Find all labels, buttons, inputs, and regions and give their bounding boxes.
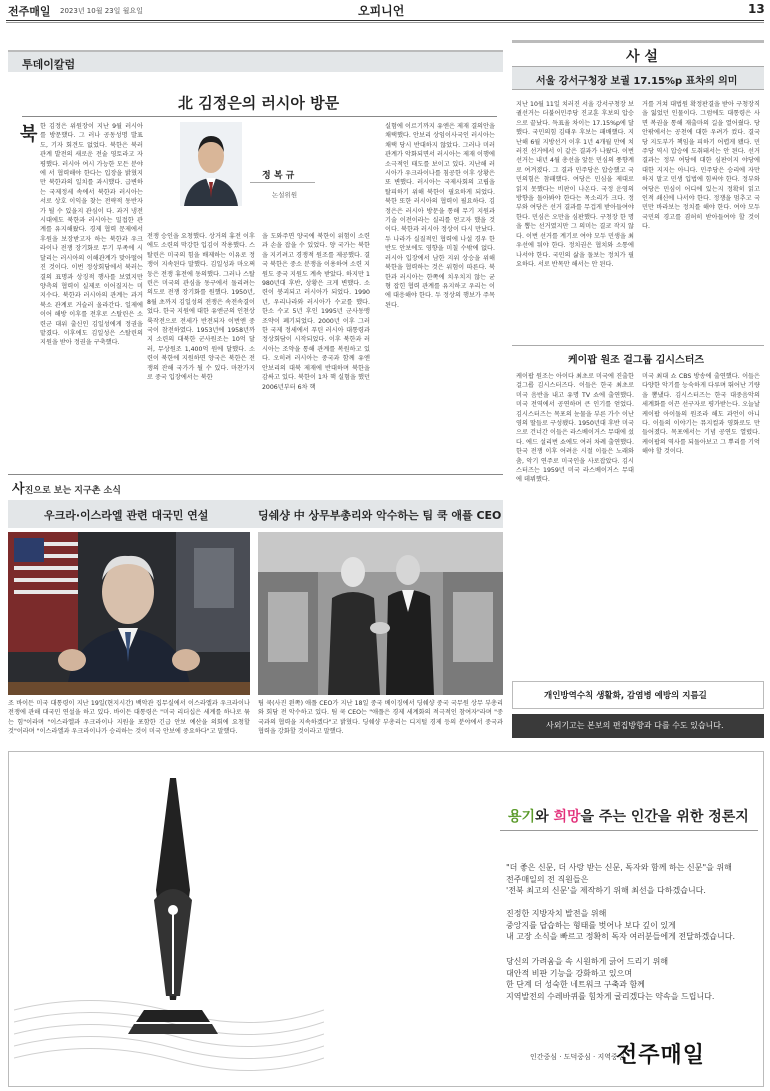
drop-cap: 북 xyxy=(20,124,38,145)
column-text-col4: 실험에 이르기까지 유엔은 제재 결의안을 채택했다. 안보리 상임이사국인 러시아는 채택 당시 반대하지 않았다. 그러나 미러 관계가 악화되면서 러시아는 제재 이행에 소극적인 태도를 보이고 있다. 지난해 러시아가 우크라이나를 침공한 이후 상황은 또 변했다. 러시아는 국제사회의 고립을 탈피하기 위해 북한이 필요하게 되었다. 북한 또한 러시아의 협력이 필요하다. 김정은은 러시아 방문을 통해 무기 지원과 기술 이전이라는 실리를 얻고자 했을 것이다. 북한과 러시아 정상이 다시 만났다. 두 나라가 실질적인 협력에 나설 경우 한반도 안보에도 영향을 미칠 수밖에 없다. 러시아 입장에서 남한 지위 상승을 위해 북한을 협력하는 것은 위험이 따른다. 북한과 러시아는 한쪽에 치우치지 않는 균형 잡힌 협력 관계를 유지하고 우리는 이에 대응해야 한다. 두 정상의 행보가 주목된다. xyxy=(385,123,495,309)
photo-right-title: 딩쉐샹 中 상무부총리와 악수하는 팀 쿡 애플 CEO xyxy=(258,509,502,522)
ad-paragraph-1 xyxy=(506,862,732,897)
column-label-bar xyxy=(8,52,503,72)
ad-para1-line3: '전북 최고의 신문'을 제작하기 위해 최선을 다하겠습니다. xyxy=(506,886,706,895)
photo-handshake xyxy=(258,532,503,695)
header-rule-thin xyxy=(6,22,764,23)
ad-slogan xyxy=(508,806,749,826)
ad-para3-line4: 지역발전의 수레바퀴를 힘차게 굴리겠다는 약속을 드립니다. xyxy=(506,991,715,1001)
editorial-1-col2: 거를 거쳐 대법원 확정판결을 받아 구청장직을 잃었던 인물이다. 그럼에도 대통령은 사면 복권을 통해 재출마의 길을 열어줬다. 당 안팎에서는 공천에 대한 우려가 컸다. 결국 당 지도부가 책임을 피하기 어렵게 됐다. 민주당 역시 압승에 도취돼서는 안 된다. 선거 결과는 정부 여당에 대한 심판이지 야당에 대한 지지는 아니다. 민주당은 승리에 자만하지 말고 민생 입법에 힘써야 한다. 정부와 여당은 민심이 어디에 있는지 정확히 읽고 인적 쇄신에 나서야 한다. 정쟁을 멈추고 국민만 바라보는 정치를 해야 한다. 여야 모두 국민의 경고를 겸허히 받아들여야 할 것이다. xyxy=(642,101,760,231)
editorial-1-col1: 지난 10월 11일 치러진 서울 강서구청장 보궐선거는 더불어민주당 진교훈 후보의 압승으로 끝났다. 득표율 차이는 17.15%p에 달했다. 국민의힘 김태우 후보는 패배했다. 지난해 6월 지방선거 이후 1년 4개월 만에 치러진 선거에서 이 같은 결과가 나왔다. 이번 선거는 내년 4월 총선을 앞둔 민심의 풍향계로 여겨졌다. 그 결과 민주당은 압승했고 국민의힘은 참패했다. 여당은 민심을 제대로 읽지 못했다는 비판이 나온다. 국정 운영의 방향을 돌아봐야 한다는 목소리가 크다. 정부와 여당은 선거 결과를 무겁게 받아들여야 한다. 민심은 오만을 심판했다. 구청장 한 명을 뽑는 선거였지만 그 의미는 결코 작지 않다. 이번 선거를 계기로 여야 모두 민생을 최우선에 둬야 한다. 정치권은 협치와 소통에 나서야 한다. 국민의 삶을 돌보는 정치가 필요하다. 서로 반목만 해서는 안 된다. xyxy=(516,101,634,268)
ad-paragraph-3 xyxy=(506,956,714,1002)
masthead-brand: 전주매일 xyxy=(8,5,51,18)
ad-para2-line1: 진정한 지방자치 발전을 위해 xyxy=(506,909,607,918)
photo-left-caption: 조 바이든 미국 대통령이 지난 19일(현지시간) 백악관 집무실에서 이스라엘과 우크라이나 전쟁에 관해 대국민 연설을 하고 있다. 바이든 대통령은 "미국 리더십은 세계를 하나로 묶는 힘"이라며 "이스라엘과 우크라이나 지원을 포함한 긴급 안보 예산을 의회에 요청할 것"이라며 "이스라엘과 우크라이나가 승리하는 것이 미국 안보에 중요하다"고 말했다. xyxy=(8,700,250,736)
disclaimer-text: 사외기고는 본보의 편집방향과 다를 수도 있습니다. xyxy=(546,721,724,730)
ad-para1-line2: 전주매일의 전 직원들은 xyxy=(506,874,589,884)
column-text-col1: 한 김정은 위원장이 지난 9월 러시아를 방문했다. 그 러나 공동성명 발표도, 기자 회견도 없었다. 북한은 북러 관계 발전의 새로운 전술 영토라고 자평했다. 러시아 여시 가능한 모든 분야에 서 협력해야 한다는 입장을 밝혔지만 북한과의 일치를 과시했다. 급변하는 국제정세 속에서 북한과 러시아는 서로 상호 이익을 찾는 전략적 동반자가 될 수 있을지 관심이 다. 과거 냉전시대에도 북한과 러시아는 밀접한 관계를 유지해왔다. 경제 협력 문제에서 후원을 보장받고자 하는 북한과 우크라이나 전쟁 장기화로 무기 부족에 시달리는 러시아의 이해관계가 맞아떨어진 것이다. 이번 정상회담에서 북러는 결의 표명과 상징적 행사를 보였지만 양측의 협력이 실제로 이어질지는 미지수다. 북한과 러시아의 관계는 과거 북소 관계로 거슬러 올라간다. 일제에 이어 해방 이후를 전후로 스탈린은 소련군 대위 출신인 김일성에게 정권을 맡겼다. 이후에도 김일성은 스탈린의 지원을 받아 정권을 구축했다. xyxy=(40,123,143,347)
campaign-text: 개인방역수칙 생활화, 감염병 예방의 지름길 xyxy=(544,691,707,701)
ad-para2-line3: 내 고장 소식을 빠르고 정확히 독자 여러분들에게 전달하겠습니다. xyxy=(506,932,735,941)
author-name-rule xyxy=(250,182,315,183)
ad-tagline: 인간중심 · 도덕중심 · 지역중심 xyxy=(530,1053,625,1061)
photo-right-caption: 팀 쿡(사진 왼쪽) 애플 CEO가 지난 18일 중국 베이징에서 딩쉐샹 중국 국무원 상무 부총리와 회담 전 악수하고 있다. 팀 쿡 CEO는 "애플은 경제 세계화의 적극적인 참여자"라며 "중국과의 협력을 지속하겠다"고 밝혔다. 딩쉐샹 부총리는 디지털 경제 등의 분야에서 중국과 협력을 강화할 것이라고 말했다. xyxy=(258,700,503,736)
author-photo xyxy=(180,122,242,206)
pen-nib-illustration xyxy=(14,760,324,1082)
photo-biden-speech xyxy=(8,532,250,695)
editorial-2-col1: 케이팝 원조는 아이다 최초로 미국에 진출한 걸그룹 김시스터즈다. 이들은 한국 최초로 미국 음반을 내고 유명 TV 쇼에 출연했다. 미국 전역에서 공연하며 큰 인기를 얻었다. 김시스터즈는 목포의 눈물을 부른 가수 이난영의 딸들로 구성됐다. 1950년대 후반 미국으로 건너간 이들은 라스베이거스 무대에 섰다. 에드 설리번 쇼에도 여러 차례 출연했다. 한국 전쟁 이후 어려운 시절 이들은 노래와 춤, 악기 연주로 미국인을 사로잡았다. 김시스터즈는 1959년 미국 라스베이거스 무대에 데뷔했다. xyxy=(516,373,634,484)
ad-para3-line2: 대안적 비판 기능을 강화하고 있으며 xyxy=(506,968,633,978)
photo-left-title: 우크라·이스라엘 관련 대국민 연설 xyxy=(44,509,209,522)
slogan-courage: 용기 xyxy=(508,809,536,825)
editorial-headline-1: 서울 강서구청장 보궐 17.15%p 표차의 의미 xyxy=(536,76,738,87)
photo-news-label xyxy=(12,478,121,497)
header-rule xyxy=(6,20,764,21)
ad-paragraph-2 xyxy=(506,908,735,943)
editorial-panel-top xyxy=(512,40,764,43)
author-name: 정 복 규 xyxy=(262,171,295,181)
section-title: 오피니언 xyxy=(358,4,405,18)
column-label: 투데이칼럼 xyxy=(22,58,76,71)
page-number: 13 xyxy=(748,2,765,16)
slogan-rest: 을 주는 인간을 위한 정론지 xyxy=(580,809,749,825)
column-text-col3: 을 도와주면 양국에 북한이 위험이 소련과 손을 잡을 수 있었다. 양 국가는 북한을 지키려고 경쟁적 원조를 제공했다. 결국 북한은 중소 분쟁을 이용하여 소련 지원도 중국 지원도 계속 받았다. 하지만 1980년대 후반, 상황은 크게 변했다. 소련이 붕괴되고 러시아가 되었다. 1990년, 우리나라와 러시아가 수교를 했다. 한소 수교 5년 후인 1995년 군사동맹 조약이 폐기되었다. 2000년 이후 그러한 국제 정세에서 푸틴 러시아 대통령과 정상회담이 시작되었다. 이후 북한과 러시아는 조약을 통해 관계를 복원하고 있다. 오히려 러시아는 중국과 함께 유엔 안보리의 대북 제재에 반대하며 북한을 감싸고 있다. 북한이 1차 핵 실험을 했던 2006년부터 6차 핵 xyxy=(262,233,370,391)
ad-para1-line1: "더 좋은 신문, 더 사랑 받는 신문, 독자와 함께 하는 신문"을 위해 xyxy=(506,863,732,872)
ad-slogan-rule xyxy=(500,830,758,831)
photo-news-label-rest: 진으로 보는 지구촌 소식 xyxy=(24,486,121,496)
ad-para3-line1: 당신의 가려움을 속 시원하게 긁어 드리기 위해 xyxy=(506,957,669,966)
ad-para3-line3: 한 단계 더 성숙한 네트워크 구축과 함께 xyxy=(506,980,645,989)
editorial-2-col2: 미국 최대 쇼 CBS 방송에 출연했다. 이들은 다양한 악기를 능숙하게 다루며 뛰어난 기량을 뽐냈다. 김시스터즈는 한국 대중음악의 세계화를 이끈 선구자로 평가받는다. 오늘날 케이팝 아이돌의 원조라 해도 과언이 아니다. 이들의 이야기는 뮤지컬과 영화로도 만들어졌다. 목포에서는 기념 공연도 열렸다. 케이팝의 역사를 되돌아보고 그 뿌리를 기억해야 할 것이다. xyxy=(642,373,760,456)
photo-news-rule xyxy=(8,474,503,475)
author-role: 논설위원 xyxy=(272,191,298,199)
editorial-label: 사 설 xyxy=(626,49,658,65)
column-text-col2: 전쟁 승인을 요청했다. 상거의 휴전 이후에도 소련의 막강한 입김이 작용했다. 스탈린은 미국의 힘을 배제하는 이유로 정쟁이 지속된다 말했다. 김일성과 마오쩌둥은 전쟁 휴전에 동의했다. 그러나 스탈린은 미국의 관심을 동구에서 돌리려는 의도로 전쟁 장기화를 원했다. 1950년, 8월 초까지 김일성의 전쟁은 속전속결이었다. 한국 지원에 대한 유엔군의 인천상륙작전으로 전세가 반전되자 이번엔 중국이 참전하였다. 1953년에 1958년까지 소련의 대북한 군사원조는 10억 달러, 무상원조 1,400억 원에 달했다. 소련이 북한에 지원하면 양국은 북한은 전쟁의 잔해 국가가 될 수 있다. 마찬가지로 중국 입장에서는 북한 xyxy=(147,233,255,382)
slogan-and: 와 xyxy=(535,809,554,825)
editorial-headline-2-rule xyxy=(512,345,764,346)
column-title-rule xyxy=(22,116,497,117)
issue-date: 2023년 10월 23일 월요일 xyxy=(60,7,143,15)
column-title: 北 김정은의 러시아 방문 xyxy=(178,94,340,112)
ad-logo: 전주매일 xyxy=(616,1043,706,1068)
ad-para2-line2: 중앙지를 답습하는 형태를 벗어나 보다 깊이 있게 xyxy=(506,920,676,930)
photo-news-label-prefix: 사 xyxy=(12,482,25,497)
slogan-hope: 희망 xyxy=(553,809,581,825)
editorial-headline-2: 케이팝 원조 걸그룹 김시스터즈 xyxy=(568,355,705,366)
